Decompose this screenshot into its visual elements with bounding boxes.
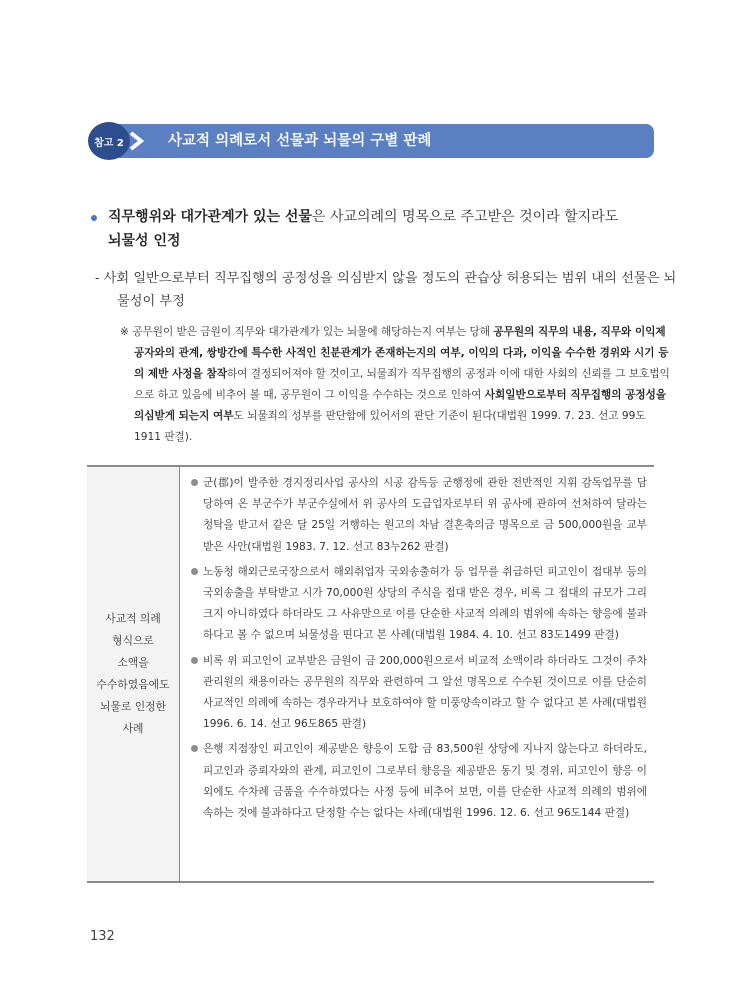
main-bullet-bold: 직무행위와 대가관계가 있는 선물 [108, 209, 312, 225]
category-line: 뇌물로 인정한 [99, 700, 166, 713]
category-line: 사교적 의례 [105, 612, 161, 625]
category-label [87, 608, 179, 740]
page-number: 132 [90, 929, 115, 944]
case-text: 군(郡)이 발주한 경지정리사업 공사의 시공 감독등 군행정에 관한 전반적인 지휘 감독업무를 담당하여 온 부군수가 부군수실에서 위 공사의 도급업자로부터 위 공사에 관하여 선처하여 달라는 청탁을 받고서 같은 달 25일 거행하는 원고의 차남 결혼축의금 명목으로 금 500,000원을 교부받은 사안(대법원 1983. 7. 12. 선고 83누262 판결) [203, 477, 647, 553]
banner-title: 사교적 의례로서 선물과 뇌물의 구별 판례 [168, 133, 432, 149]
bullet-dot-icon [91, 215, 97, 221]
note-bold-2: 사회일반으로부터 직무집행의 공정성을 의심받게 되는지 여부 [134, 389, 667, 422]
main-bullet-rest: 은 사교의례의 명목으로 주고받은 것이라 할지라도 [311, 209, 619, 225]
category-line: 사례 [122, 722, 144, 735]
reference-note [120, 322, 670, 448]
bullet-dot-icon [191, 657, 198, 664]
reference-badge: 참고 2 [88, 122, 130, 160]
bullet-dot-icon [191, 568, 198, 575]
main-bullet [108, 205, 656, 253]
case-table [87, 465, 654, 883]
category-line: 소액을 [117, 656, 149, 669]
note-prefix: ※ 공무원이 받은 금원이 직무와 대가관계가 있는 뇌물에 해당하는지 여부는 당해 [120, 326, 494, 338]
main-bullet-line2: 뇌물성 인정 [108, 233, 181, 249]
category-cell [87, 467, 180, 881]
section-banner [88, 124, 654, 158]
category-line: 수수하였음에도 [96, 678, 170, 691]
note-bold-1: 공무원의 직무의 내용, 직무와 이익제공자와의 관계, 쌍방간에 특수한 사적인 친분관계가 존재하는지의 여부, 이익의 다과, 이익을 수수한 경위와 시기 등의 제반 사정을 참작 [134, 326, 669, 380]
note-mid: 하여 결정되어져야 할 것이고, 뇌물죄가 직무집행의 공정과 이에 대한 사회의 신뢰를 그 보호법익으로 하고 있음에 비추어 볼 때, 공무원이 그 이익을 수수하는 것으로 인하여 [134, 368, 670, 401]
case-text: 은행 지점장인 피고인이 제공받은 향응이 도합 금 83,500원 상당에 지나지 않는다고 하더라도, 피고인과 증뢰자와의 관계, 피고인이 그로부터 향응을 제공받은 동기 및 경위, 피고인이 향응 이외에도 수차례 금품을 수수하였다는 사정 등에 비추어 보면, 이를 단순한 사교적 의례의 범위에 속하는 것에 불과하다고 단정할 수는 없다는 사례(대법원 1996. 12. 6. 선고 96도144 판결) [203, 743, 647, 820]
case-text: 비록 위 피고인이 교부받은 금원이 금 200,000원으로서 비교적 소액이라 하더라도 그것이 주차관리원의 채용이라는 공무원의 직무와 관련하여 그 알선 명목으로 수수된 것이므로 이를 단순히 사교적인 의례에 속하는 경우라거나 보호하여야 할 미풍양속이라고 할 수 없다고 본 사례(대법원 1996. 6. 14. 선고 96도865 판결) [203, 654, 647, 731]
case-item [181, 651, 653, 736]
bullet-dot-icon [191, 745, 198, 752]
case-item [181, 739, 653, 824]
category-line: 형식으로 [112, 634, 154, 647]
bullet-dot-icon [191, 479, 198, 486]
note-suffix: 도 뇌물죄의 성부를 판단함에 있어서의 판단 기준이 된다(대법원 1999. 7. 23. 선고 99도1911 판결). [134, 410, 646, 443]
case-item [181, 562, 653, 647]
case-text: 노동청 해외근로국장으로서 해외취업자 국외송출허가 등 업무를 취급하던 피고인이 접대부 등의 국외송출을 부탁받고 시가 70,000원 상당의 주식을 접대 받은 경우, 비록 그 접대의 규모가 그리 크지 아니하였다 하더라도 그 사유만으로 이를 단순한 사교적 의례의 범위에 속하는 향응에 불과하다고 볼 수 없으며 뇌물성을 띤다고 본 사례(대법원 1984. 4. 10. 선고 83도1499 판결) [203, 565, 647, 642]
case-item [181, 473, 653, 558]
cases-cell [181, 473, 653, 828]
sub-point: - 사회 일반으로부터 직무집행의 공정성을 의심받지 않을 정도의 관습상 허용되는 범위 내의 선물은 뇌물성이 부정 [95, 271, 677, 309]
